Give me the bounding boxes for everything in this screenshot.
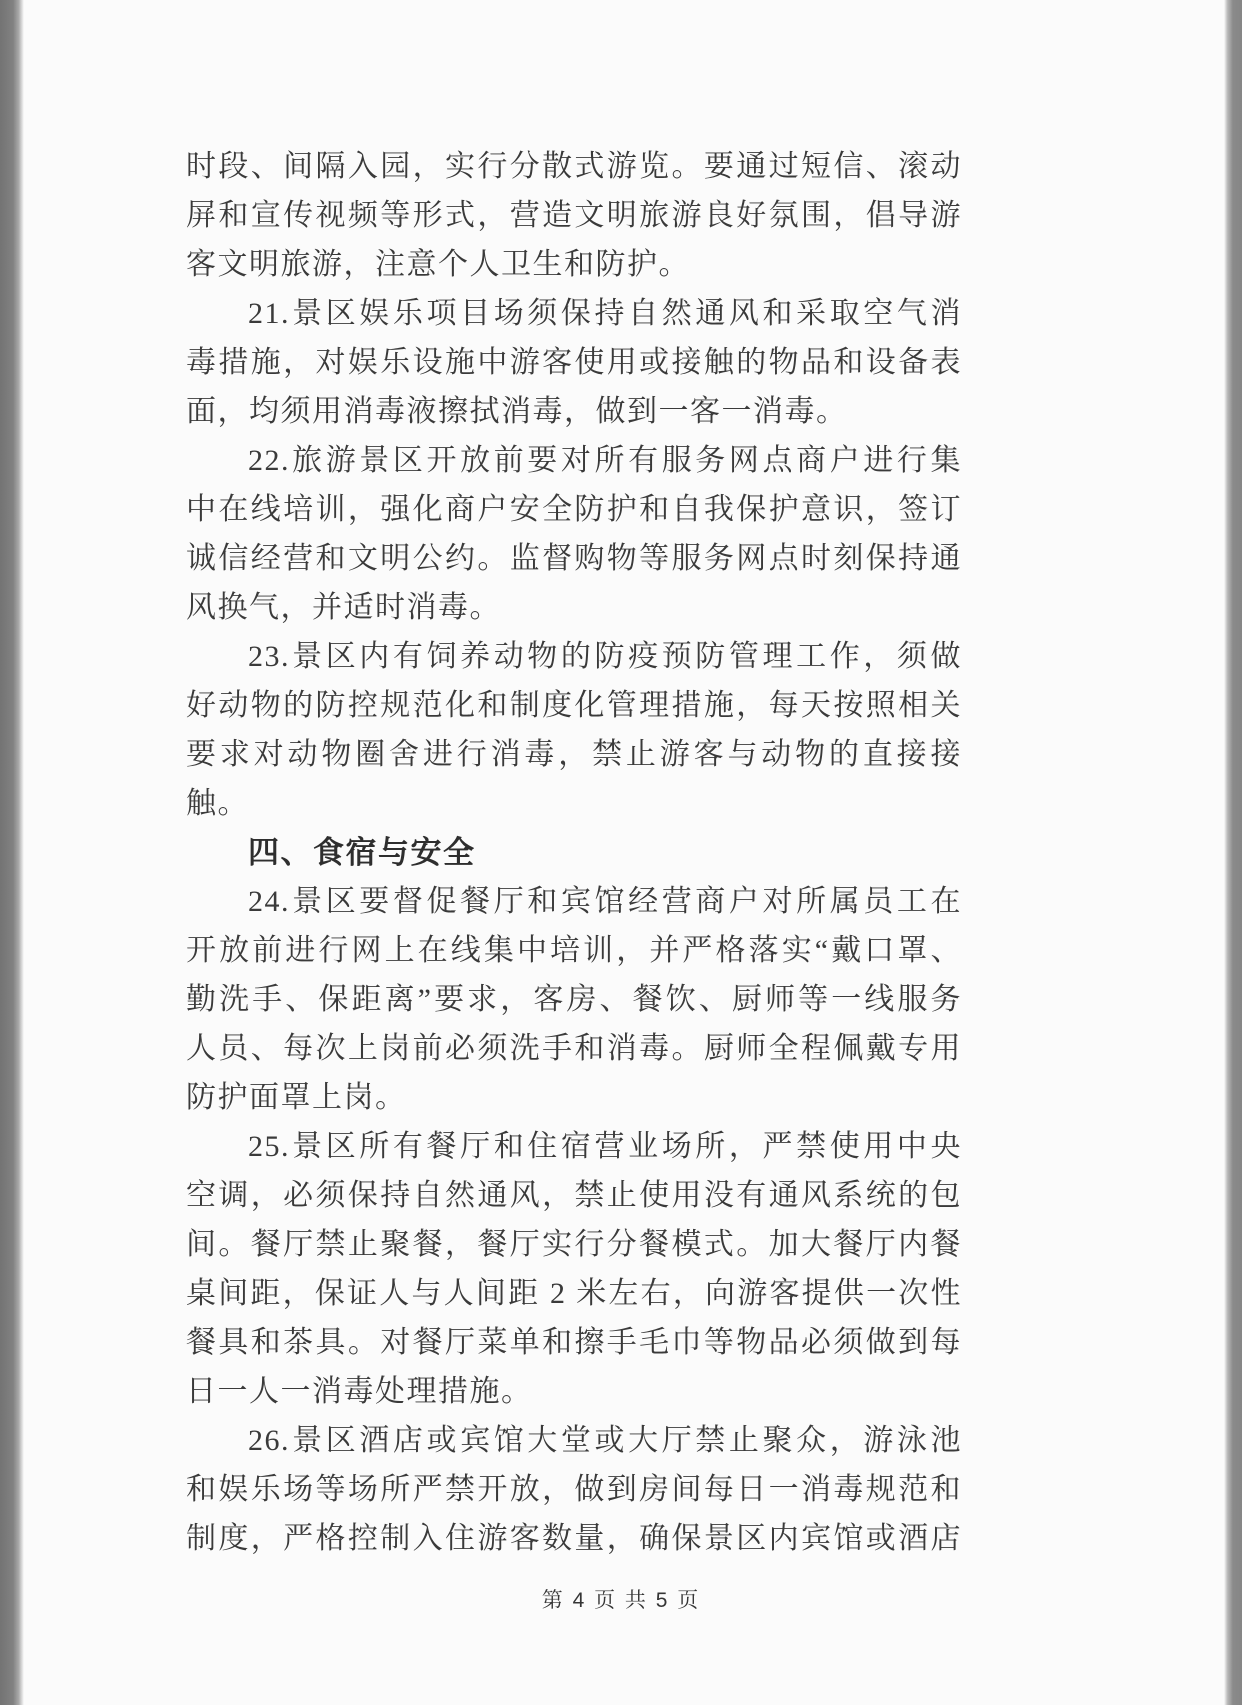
- text-line: 23.景区内有饲养动物的防疫预防管理工作，须做: [248, 640, 962, 673]
- section-heading: 四、食宿与安全: [248, 835, 476, 870]
- text-line: 中在线培训，强化商户安全防护和自我保护意识，签订: [186, 493, 962, 526]
- text-line: 屏和宣传视频等形式，营造文明旅游良好氛围，倡导游: [186, 199, 962, 232]
- scan-edge-right: [1224, 0, 1242, 1705]
- text-line: 开放前进行网上在线集中培训，并严格落实“戴口罩、: [186, 934, 962, 967]
- text-line: 22.旅游景区开放前要对所有服务网点商户进行集: [248, 444, 962, 477]
- text-line: 日一人一消毒处理措施。: [186, 1375, 533, 1408]
- text-line: 好动物的防控规范化和制度化管理措施，每天按照相关: [186, 689, 962, 722]
- text-column: [186, 142, 962, 1563]
- text-line: 制度，严格控制入住游客数量，确保景区内宾馆或酒店: [186, 1522, 962, 1555]
- text-line: 21.景区娱乐项目场须保持自然通风和采取空气消: [248, 297, 962, 330]
- text-line: 客文明旅游，注意个人卫生和防护。: [186, 248, 690, 281]
- text-line: 24.景区要督促餐厅和宾馆经营商户对所属员工在: [248, 885, 962, 918]
- text-line: 26.景区酒店或宾馆大堂或大厅禁止聚众，游泳池: [248, 1424, 962, 1457]
- text-line: 和娱乐场等场所严禁开放，做到房间每日一消毒规范和: [186, 1473, 962, 1506]
- text-line: 桌间距，保证人与人间距 2 米左右，向游客提供一次性: [186, 1277, 962, 1310]
- text-line: 风换气，并适时消毒。: [186, 591, 501, 624]
- text-line: 人员、每次上岗前必须洗手和消毒。厨师全程佩戴专用: [186, 1032, 962, 1065]
- text-line: 餐具和茶具。对餐厅菜单和擦手毛巾等物品必须做到每: [186, 1326, 962, 1359]
- text-line: 25.景区所有餐厅和住宿营业场所，严禁使用中央: [248, 1130, 962, 1163]
- text-line: 要求对动物圈舍进行消毒，禁止游客与动物的直接接: [186, 738, 962, 771]
- text-line: 触。: [186, 787, 249, 820]
- text-line: 时段、间隔入园，实行分散式游览。要通过短信、滚动: [186, 150, 962, 183]
- text-line: 间。餐厅禁止聚餐，餐厅实行分餐模式。加大餐厅内餐: [186, 1228, 962, 1261]
- page-number-footer: 第 4 页 共 5 页: [541, 1589, 701, 1612]
- text-line: 防护面罩上岗。: [186, 1081, 407, 1114]
- text-line: 面，均须用消毒液擦拭消毒，做到一客一消毒。: [186, 395, 848, 428]
- scan-edge-left: [0, 0, 24, 1705]
- text-line: 诚信经营和文明公约。监督购物等服务网点时刻保持通: [186, 542, 962, 575]
- text-line: 毒措施，对娱乐设施中游客使用或接触的物品和设备表: [186, 346, 962, 379]
- text-line: 勤洗手、保距离”要求，客房、餐饮、厨师等一线服务: [186, 983, 962, 1016]
- text-line: 空调，必须保持自然通风，禁止使用没有通风系统的包: [186, 1179, 962, 1212]
